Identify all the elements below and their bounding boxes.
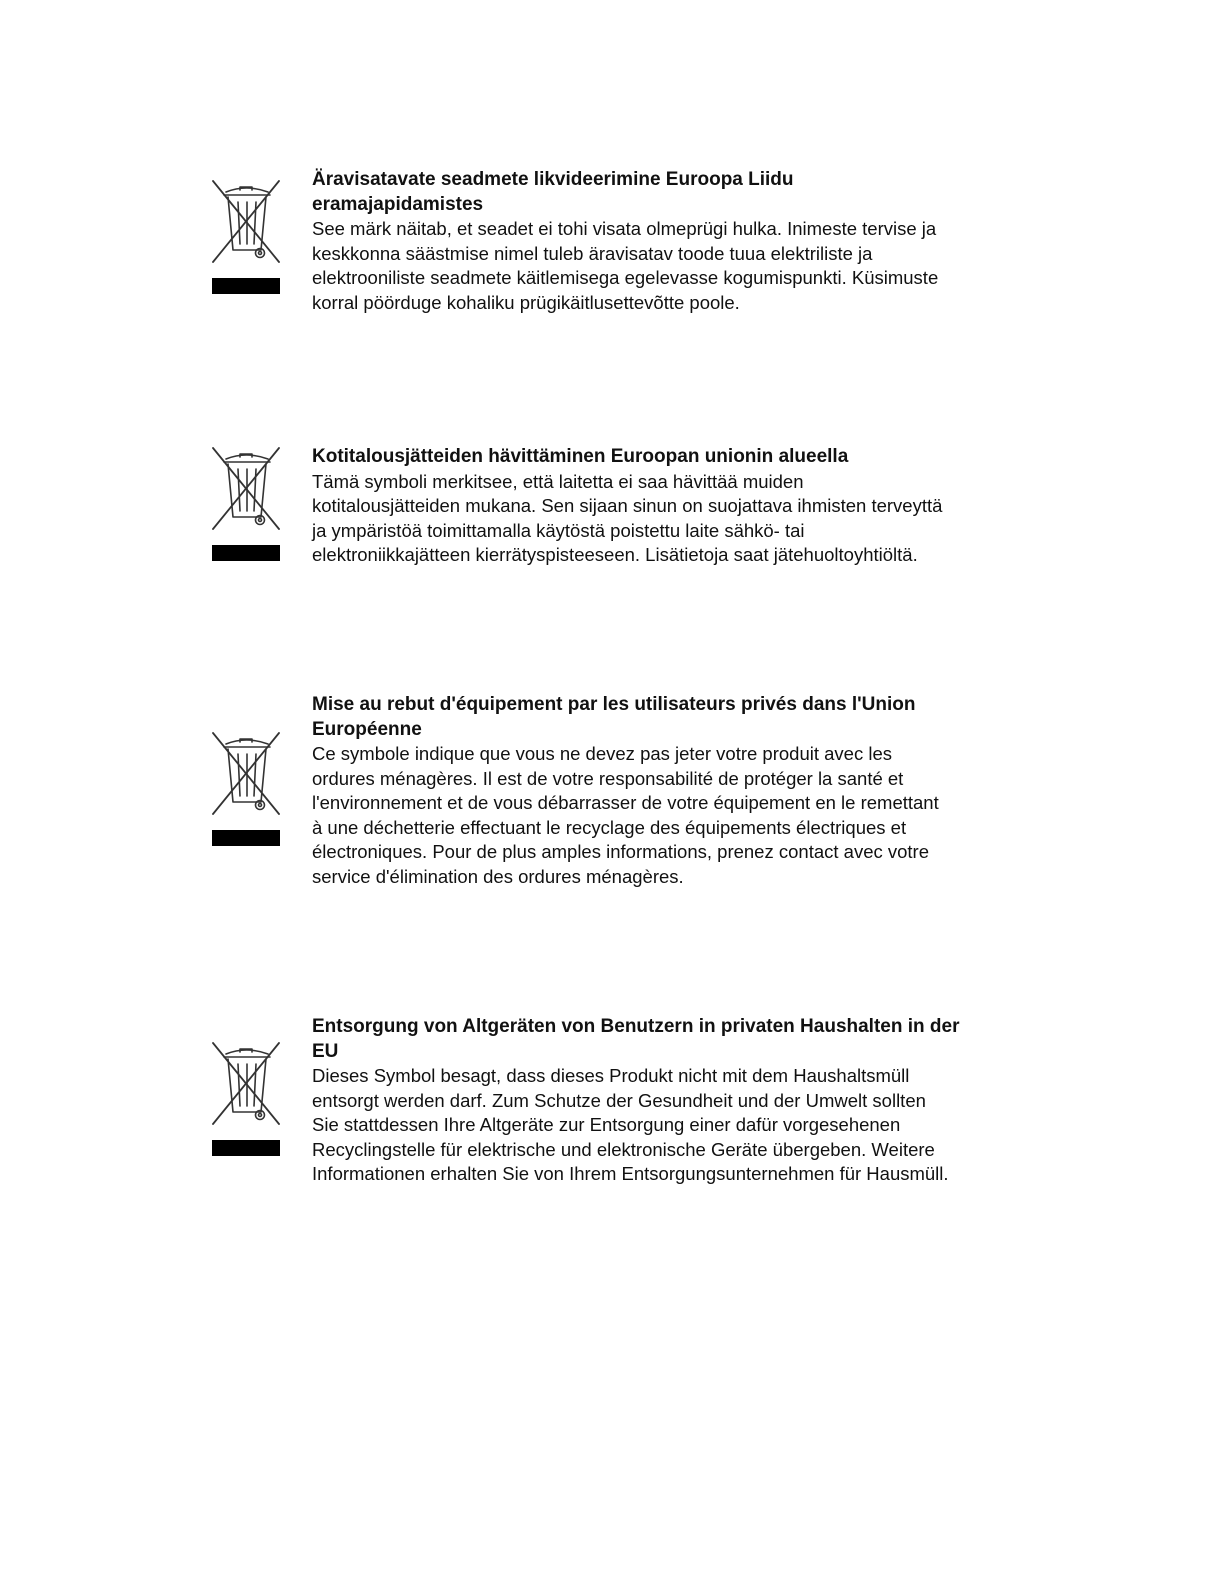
notice-text — [312, 445, 992, 568]
crossed-out-wheelie-bin-icon — [210, 730, 282, 848]
notice-text — [312, 1015, 992, 1187]
body-line: Sie stattdessen Ihre Altgeräte zur Entsorgung einer dafür vorgesehenen — [312, 1114, 901, 1135]
notice-title — [312, 693, 992, 742]
body-line: elektrooniliste seadmete käitlemisega egelevasse kogumispunkti. Küsimuste — [312, 267, 939, 288]
notice-body — [312, 1064, 992, 1187]
crossed-out-wheelie-bin-icon — [210, 445, 282, 563]
body-line: Dieses Symbol besagt, dass dieses Produkt nicht mit dem Haushaltsmüll — [312, 1065, 910, 1086]
body-line: Recyclingstelle für elektrische und elektronische Geräte übergeben. Weitere — [312, 1138, 935, 1160]
title-line: Mise au rebut d'équipement par les utilisateurs privés dans l'Union — [312, 694, 916, 715]
body-line: entsorgt werden darf. Zum Schutze der Gesundheit und der Umwelt sollten — [312, 1089, 926, 1111]
body-line: korral pöörduge kohaliku prügikäitlusettevõtte poole. — [312, 291, 740, 313]
notice-title — [312, 445, 992, 470]
notice-body — [312, 470, 992, 568]
title-line: Européenne — [312, 718, 422, 740]
body-line: ja ympäristöä toimittamalla käytöstä poistettu laite sähkö- tai — [312, 519, 805, 541]
body-line: Informationen erhalten Sie von Ihrem Entsorgungsunternehmen für Hausmüll. — [312, 1163, 949, 1184]
notice-body — [312, 217, 992, 315]
title-line: Entsorgung von Altgeräten von Benutzern in privaten Haushalten in der — [312, 1016, 960, 1037]
body-line: service d'élimination des ordures ménagères. — [312, 865, 684, 887]
body-line: à une déchetterie effectuant le recyclage des équipements électriques et — [312, 816, 907, 838]
crossed-out-wheelie-bin-icon — [210, 178, 282, 296]
body-line: Tämä symboli merkitsee, että laitetta ei saa hävittää muiden — [312, 470, 804, 492]
body-line: ordures ménagères. Il est de votre responsabilité de protéger la santé et — [312, 767, 904, 789]
title-line: EU — [312, 1040, 339, 1062]
notice-title — [312, 168, 992, 217]
notice-title — [312, 1015, 992, 1064]
body-line: keskkonna säästmise nimel tuleb äravisatav toode tuua elektriliste ja — [312, 242, 873, 264]
body-line: kotitalousjätteiden mukana. Sen sijaan sinun on suojattava ihmisten terveyttä — [312, 495, 943, 516]
body-line: elektroniikkajätteen kierrätyspisteeseen. Lisätietoja saat jätehuoltoyhtiöltä. — [312, 544, 918, 565]
title-line: Äravisatavate seadmete likvideerimine Euroopa Liidu — [312, 169, 794, 190]
notice-text — [312, 168, 992, 315]
body-line: l'environnement et de vous débarrasser de votre équipement en le remettant — [312, 792, 939, 813]
title-line: Kotitalousjätteiden hävittäminen Euroopan unionin alueella — [312, 446, 849, 467]
body-line: See märk näitab, et seadet ei tohi visata olmeprügi hulka. Inimeste tervise ja — [312, 218, 937, 239]
title-line: eramajapidamistes — [312, 193, 484, 215]
body-line: Ce symbole indique que vous ne devez pas jeter votre produit avec les — [312, 743, 893, 764]
body-line: électroniques. Pour de plus amples informations, prenez contact avec votre — [312, 841, 929, 862]
notice-body — [312, 742, 992, 889]
crossed-out-wheelie-bin-icon — [210, 1040, 282, 1158]
notice-text — [312, 693, 992, 889]
